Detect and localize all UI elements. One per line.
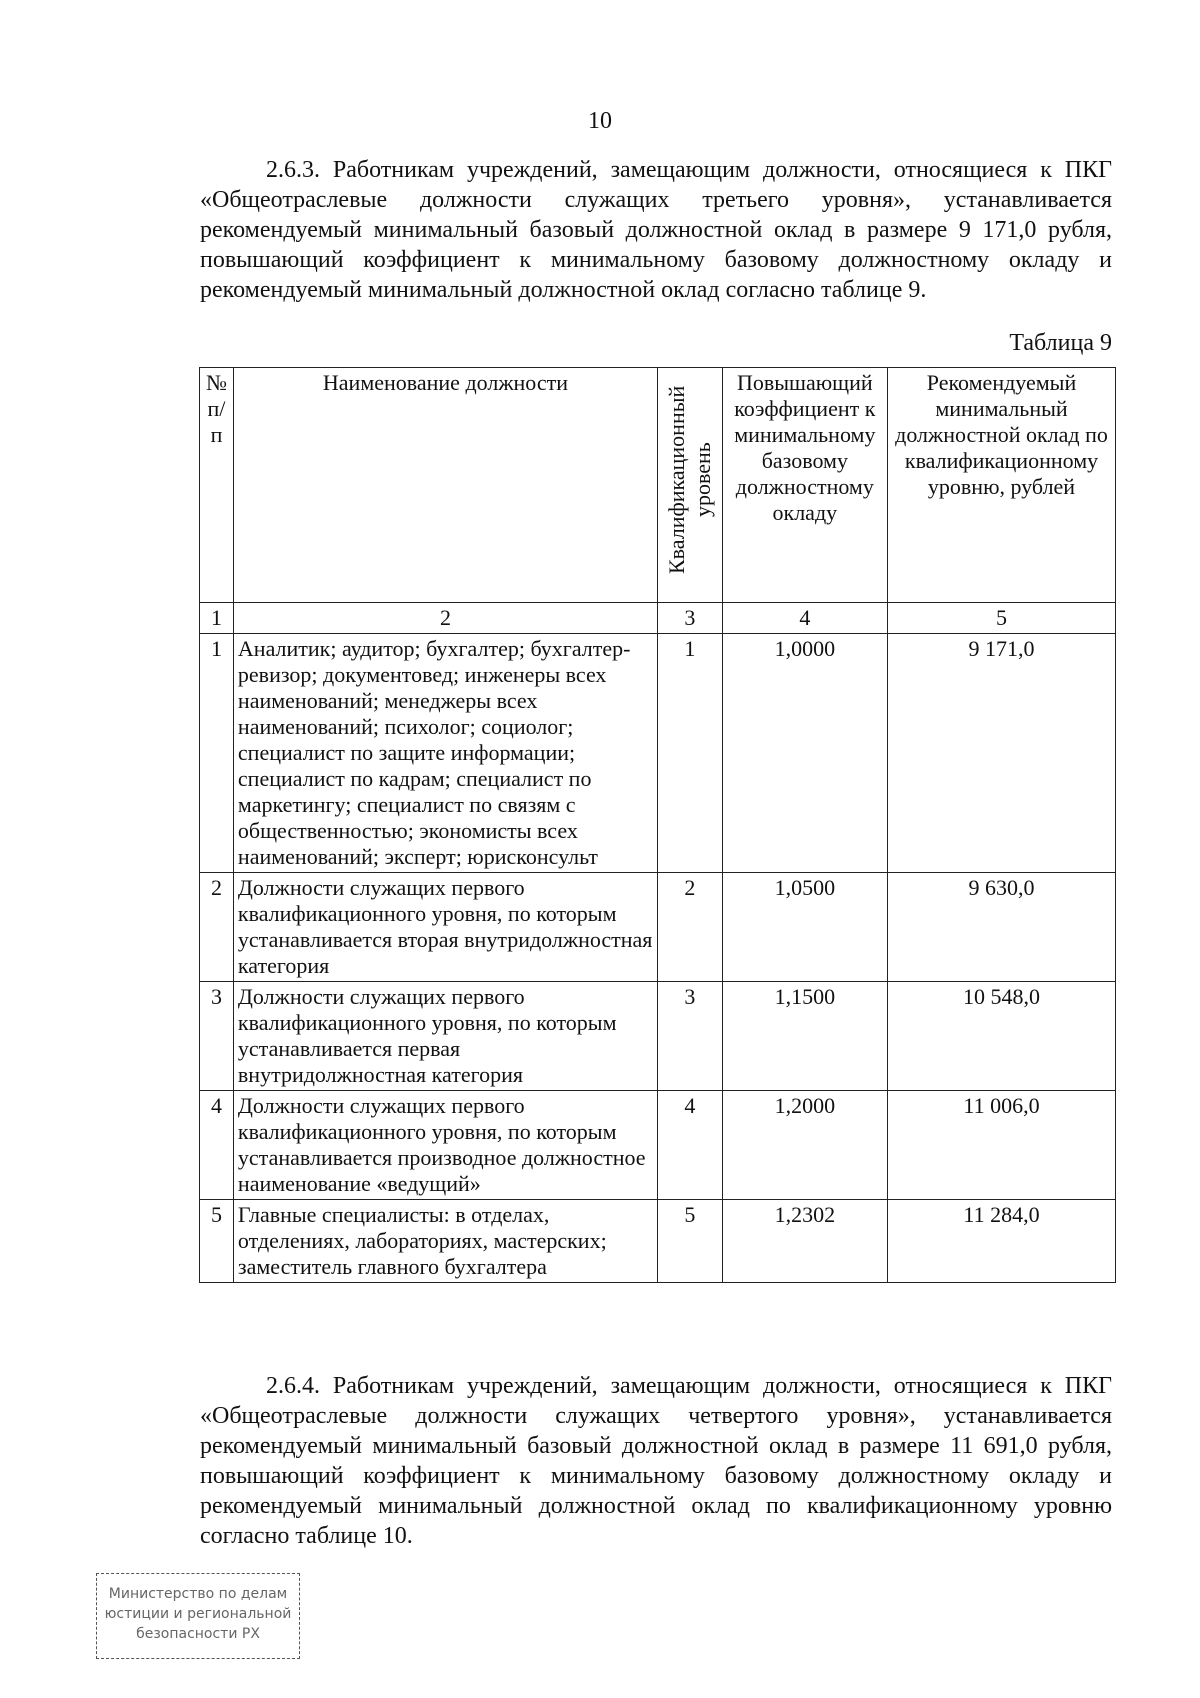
paragraph-2-6-3-text: 2.6.3. Работникам учреждений, замещающим должности, относящиеся к ПКГ «Общеотраслевые должности служащих третьего уровня», устанавливается рекомендуемый минимальный базовый должностной оклад в размере 9 171,0 рубля, повышающий коэффициент к минимальному базовому должностному окладу и рекомендуемый минимальный должностной оклад согласно таблице 9.: [200, 157, 1112, 303]
table-row: [200, 1091, 1116, 1200]
row-num: 3: [200, 982, 234, 1091]
row-position-name: Должности служащих первого квалификационного уровня, по которым устанавливается производное должностное наименование «ведущий»: [233, 1091, 657, 1200]
registration-stamp: [96, 1573, 300, 1659]
header-name: Наименование должности: [233, 368, 657, 603]
row-salary: 11 284,0: [888, 1200, 1116, 1283]
table-column-numbers-row: [200, 603, 1116, 634]
header-level: [657, 368, 722, 603]
table-row: [200, 873, 1116, 982]
stamp-line: Министерство по делам: [108, 1586, 288, 1602]
header-coefficient: Повышающий коэффициент к минимальному базовому должностному окладу: [722, 368, 887, 603]
row-level: 1: [657, 634, 722, 873]
table-header-row: [200, 368, 1116, 603]
row-num: 2: [200, 873, 234, 982]
row-salary: 10 548,0: [888, 982, 1116, 1091]
paragraph-2-6-4-text: 2.6.4. Работникам учреждений, замещающим должности, относящиеся к ПКГ «Общеотраслевые должности служащих четвертого уровня», устанавливается рекомендуемый минимальный базовый должностной оклад в размере 11 691,0 рубля, повышающий коэффициент к минимальному базовому должностному окладу и рекомендуемый минимальный должностной оклад по квалификационному уровню согласно таблице 10.: [200, 1373, 1112, 1549]
row-salary: 11 006,0: [888, 1091, 1116, 1200]
column-number: 3: [657, 603, 722, 634]
row-coefficient: 1,2302: [722, 1200, 887, 1283]
row-salary: 9 171,0: [888, 634, 1116, 873]
row-level: 5: [657, 1200, 722, 1283]
column-number: 5: [888, 603, 1116, 634]
header-num: № п/п: [200, 368, 234, 603]
table-row: [200, 634, 1116, 873]
column-number: 2: [233, 603, 657, 634]
column-number: 1: [200, 603, 234, 634]
header-level-text: Квалификационный уровень: [663, 385, 715, 575]
header-salary: Рекомендуемый минимальный должностной оклад по квалификационному уровню, рублей: [888, 368, 1116, 603]
page-number: 10: [588, 108, 612, 134]
stamp-line: юстиции и региональной: [104, 1606, 292, 1622]
row-position-name: Главные специалисты: в отделах, отделениях, лабораториях, мастерских; заместитель главного бухгалтера: [233, 1200, 657, 1283]
row-salary: 9 630,0: [888, 873, 1116, 982]
column-number: 4: [722, 603, 887, 634]
table-caption: Таблица 9: [1009, 330, 1112, 356]
row-num: 1: [200, 634, 234, 873]
row-num: 4: [200, 1091, 234, 1200]
stamp-line: безопасности РХ: [136, 1626, 260, 1642]
row-coefficient: 1,2000: [722, 1091, 887, 1200]
table-row: [200, 982, 1116, 1091]
table-row: [200, 1200, 1116, 1283]
row-coefficient: 1,0500: [722, 873, 887, 982]
row-position-name: Должности служащих первого квалификационного уровня, по которым устанавливается первая внутридолжностная категория: [233, 982, 657, 1091]
row-position-name: Должности служащих первого квалификационного уровня, по которым устанавливается вторая внутридолжностная категория: [233, 873, 657, 982]
row-level: 4: [657, 1091, 722, 1200]
paragraph-2-6-3: [200, 155, 1112, 305]
row-coefficient: 1,0000: [722, 634, 887, 873]
row-coefficient: 1,1500: [722, 982, 887, 1091]
row-level: 2: [657, 873, 722, 982]
salary-table: [199, 367, 1116, 1283]
row-level: 3: [657, 982, 722, 1091]
paragraph-2-6-4: [200, 1371, 1112, 1551]
row-num: 5: [200, 1200, 234, 1283]
row-position-name: Аналитик; аудитор; бухгалтер; бухгалтер-ревизор; документовед; инженеры всех наименований; менеджеры всех наименований; психолог; социолог; специалист по защите информации; специалист по кадрам; специалист по маркетингу; специалист по связям с общественностью; экономисты всех наименований; эксперт; юрисконсульт: [233, 634, 657, 873]
